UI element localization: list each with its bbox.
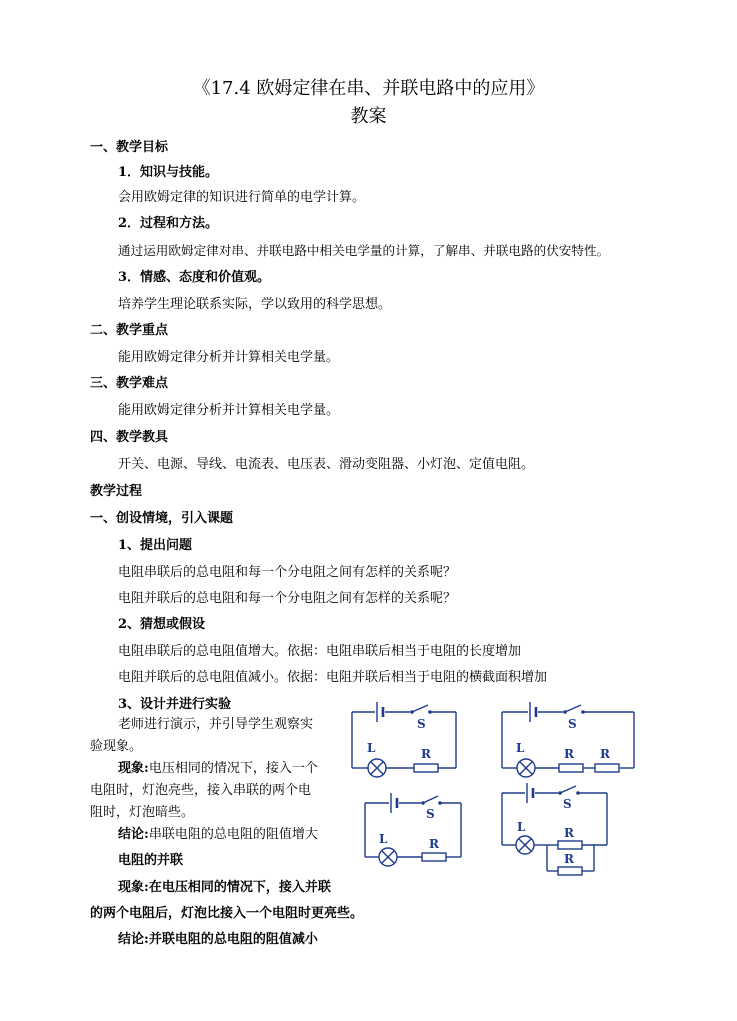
subheading-attitude: 3．情感、态度和价值观。 xyxy=(118,270,271,285)
observation-parallel-line2: 的两个电阻后，灯泡比接入一个电阻时更亮些。 xyxy=(90,906,364,921)
section-heading-key-points: 二、教学重点 xyxy=(90,323,169,338)
lamp-label: L xyxy=(379,832,388,846)
heading-parallel-resistors: 电阻的并联 xyxy=(118,853,184,868)
observation-series-line1: 电压相同的情况下，接入一个 xyxy=(148,761,318,776)
resistor-icon xyxy=(422,853,446,861)
text-knowledge: 会用欧姆定律的知识进行简单的电学计算。 xyxy=(118,190,366,205)
resistor-label: R xyxy=(421,747,431,761)
switch-label: S xyxy=(426,807,435,821)
subheading-process: 2．过程和方法。 xyxy=(118,216,219,231)
text-hypothesis-series: 电阻串联后的总电阻值增大。依据：电阻串联后相当于电阻的长度增加 xyxy=(118,644,522,659)
text-key-points: 能用欧姆定律分析并计算相关电学量。 xyxy=(118,350,340,365)
lamp-label: L xyxy=(517,820,526,834)
doc-title-line1: 《17.4 欧姆定律在串、并联电路中的应用》 xyxy=(192,78,545,99)
section-heading-tools: 四、教学教具 xyxy=(90,430,169,445)
resistor-icon xyxy=(558,867,582,875)
observation-series-line3: 阻时，灯泡暗些。 xyxy=(90,805,195,820)
resistor-label: R xyxy=(564,852,574,866)
subheading-experiment: 3、设计并进行实验 xyxy=(118,697,232,712)
heading-create-situation: 一、创设情境，引入课题 xyxy=(90,511,234,526)
text-difficulties: 能用欧姆定律分析并计算相关电学量。 xyxy=(118,403,340,418)
switch-icon xyxy=(423,796,438,803)
heading-teaching-process: 教学过程 xyxy=(90,484,143,499)
observation-parallel-label: 现象: xyxy=(118,880,149,895)
subheading-hypothesis: 2、猜想或假设 xyxy=(118,617,206,632)
observation-series-label: 现象: xyxy=(118,761,149,776)
conclusion-parallel-text: 并联电阻的总电阻的阻值减小 xyxy=(148,932,318,947)
section-heading-difficulties: 三、教学难点 xyxy=(90,376,169,391)
circuit-series-resistors xyxy=(502,702,634,777)
subheading-ask-question: 1、提出问题 xyxy=(118,538,193,553)
switch-icon xyxy=(560,786,576,793)
text-attitude: 培养学生理论联系实际，学以致用的科学思想。 xyxy=(118,297,392,312)
doc-title-line2: 教案 xyxy=(350,106,387,127)
section-heading-objectives: 一、教学目标 xyxy=(90,140,169,155)
resistor-icon xyxy=(558,841,582,849)
text-experiment-line2: 验现象。 xyxy=(90,739,143,754)
switch-icon xyxy=(412,705,428,712)
resistor-icon xyxy=(559,764,583,772)
text-tools: 开关、电源、导线、电流表、电压表、滑动变阻器、小灯泡、定值电阻。 xyxy=(118,457,535,472)
circuit-single-resistor-2 xyxy=(365,793,461,866)
resistor-label: R xyxy=(600,747,610,761)
switch-label: S xyxy=(417,717,426,731)
text-question-parallel: 电阻并联后的总电阻和每一个分电阻之间有怎样的关系呢？ xyxy=(118,591,457,606)
lamp-label: L xyxy=(516,741,525,755)
resistor-label: R xyxy=(564,826,574,840)
text-experiment-line1: 老师进行演示，并引导学生观察实 xyxy=(118,717,314,732)
resistor-icon xyxy=(414,764,438,772)
switch-label: S xyxy=(568,717,577,731)
subheading-knowledge: 1．知识与技能。 xyxy=(118,165,219,180)
switch-label: S xyxy=(563,797,572,811)
resistor-label: R xyxy=(429,837,439,851)
observation-series-line2: 电阻时，灯泡亮些，接入串联的两个电 xyxy=(90,783,312,798)
text-process: 通过运用欧姆定律对串、并联电路中相关电学量的计算，了解串、并联电路的伏安特性。 xyxy=(118,243,610,258)
conclusion-series-label: 结论: xyxy=(118,827,149,842)
text-question-series: 电阻串联后的总电阻和每一个分电阻之间有怎样的关系呢？ xyxy=(118,565,457,580)
circuit-single-resistor xyxy=(352,702,456,777)
observation-parallel-line1: 在电压相同的情况下，接入并联 xyxy=(148,880,331,895)
resistor-icon xyxy=(595,764,619,772)
resistor-label: R xyxy=(564,747,574,761)
circuit-parallel-resistors xyxy=(502,783,607,875)
switch-icon xyxy=(565,705,581,712)
text-hypothesis-parallel: 电阻并联后的总电阻值减小。依据：电阻并联后相当于电阻的横截面积增加 xyxy=(118,670,548,685)
conclusion-parallel-label: 结论: xyxy=(118,932,149,947)
lamp-label: L xyxy=(367,741,376,755)
conclusion-series-text: 串联电阻的总电阻的阻值增大 xyxy=(148,827,318,842)
